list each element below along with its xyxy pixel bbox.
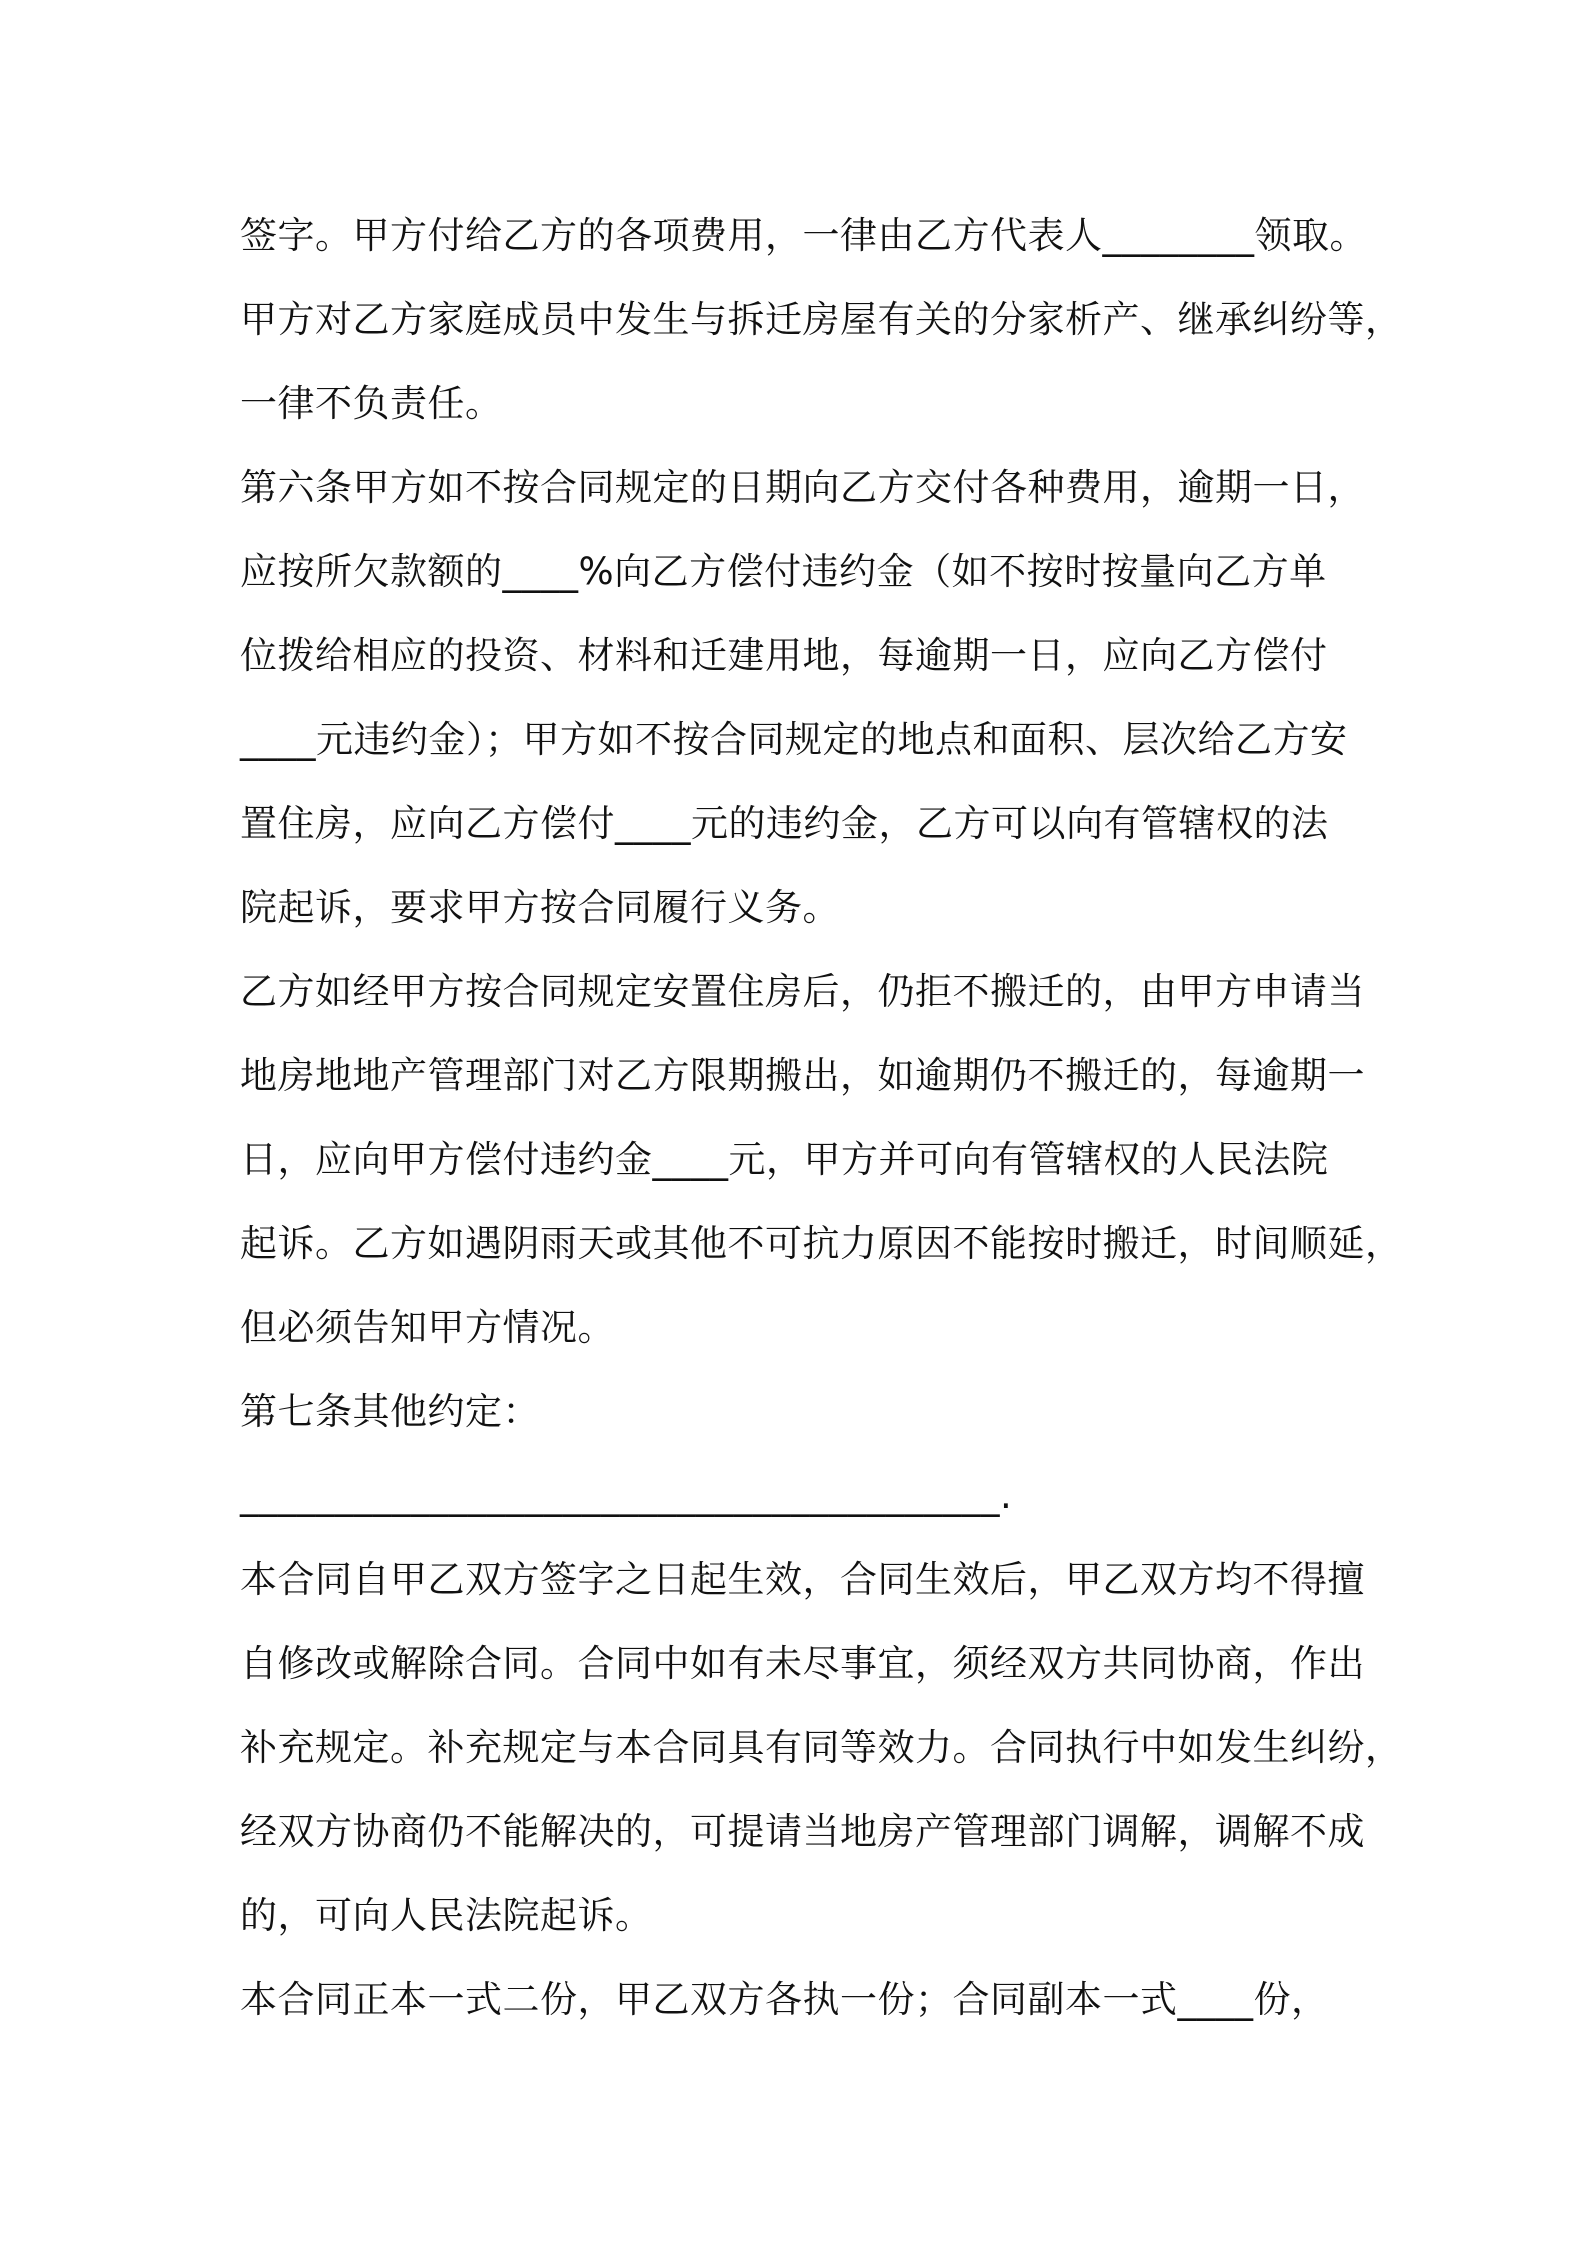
text-line: 置住房，应向乙方偿付____元的违约金，乙方可以向有管辖权的法 [240,802,1329,845]
text-line: 第六条甲方如不按合同规定的日期向乙方交付各种费用，逾期一日， [240,466,1365,509]
contract-body [240,194,1403,2042]
text-line: 乙方如经甲方按合同规定安置住房后，仍拒不搬迁的，由甲方申请当 [240,970,1365,1013]
text-line: 日，应向甲方偿付违约金____元，甲方并可向有管辖权的人民法院 [240,1138,1329,1181]
text-line: 本合同正本一式二份，甲乙双方各执一份；合同副本一式____份， [240,1978,1329,2021]
text-line: 位拨给相应的投资、材料和迁建用地，每逾期一日，应向乙方偿付 [240,634,1328,677]
text-line: 地房地地产管理部门对乙方限期搬出，如逾期仍不搬迁的，每逾期一 [240,1054,1365,1097]
text-line: 补充规定。补充规定与本合同具有同等效力。合同执行中如发生纠纷， [240,1726,1403,1769]
text-line: 但必须告知甲方情况。 [240,1306,615,1349]
text-line: 的，可向人民法院起诉。 [240,1894,653,1937]
text-line: 签字。甲方付给乙方的各项费用，一律由乙方代表人________领取。 [240,214,1367,257]
text-line: 院起诉，要求甲方按合同履行义务。 [240,886,840,929]
text-line: 自修改或解除合同。合同中如有未尽事宜，须经双方共同协商，作出 [240,1642,1365,1685]
text-line: 一律不负责任。 [240,382,503,425]
text-line: 应按所欠款额的____%向乙方偿付违约金（如不按时按量向乙方单 [240,550,1327,593]
text-line: 本合同自甲乙双方签字之日起生效，合同生效后，甲乙双方均不得擅 [240,1558,1365,1601]
text-line: 甲方对乙方家庭成员中发生与拆迁房屋有关的分家析产、继承纠纷等， [240,298,1403,341]
text-line: 第七条其他约定： [240,1390,540,1433]
text-line: 起诉。乙方如遇阴雨天或其他不可抗力原因不能按时搬迁，时间顺延， [240,1222,1403,1265]
text-line: ________________________________________. [240,1474,1013,1517]
text-line: ____元违约金）；甲方如不按合同规定的地点和面积、层次给乙方安 [240,718,1348,761]
text-line: 经双方协商仍不能解决的，可提请当地房产管理部门调解，调解不成 [240,1810,1365,1853]
